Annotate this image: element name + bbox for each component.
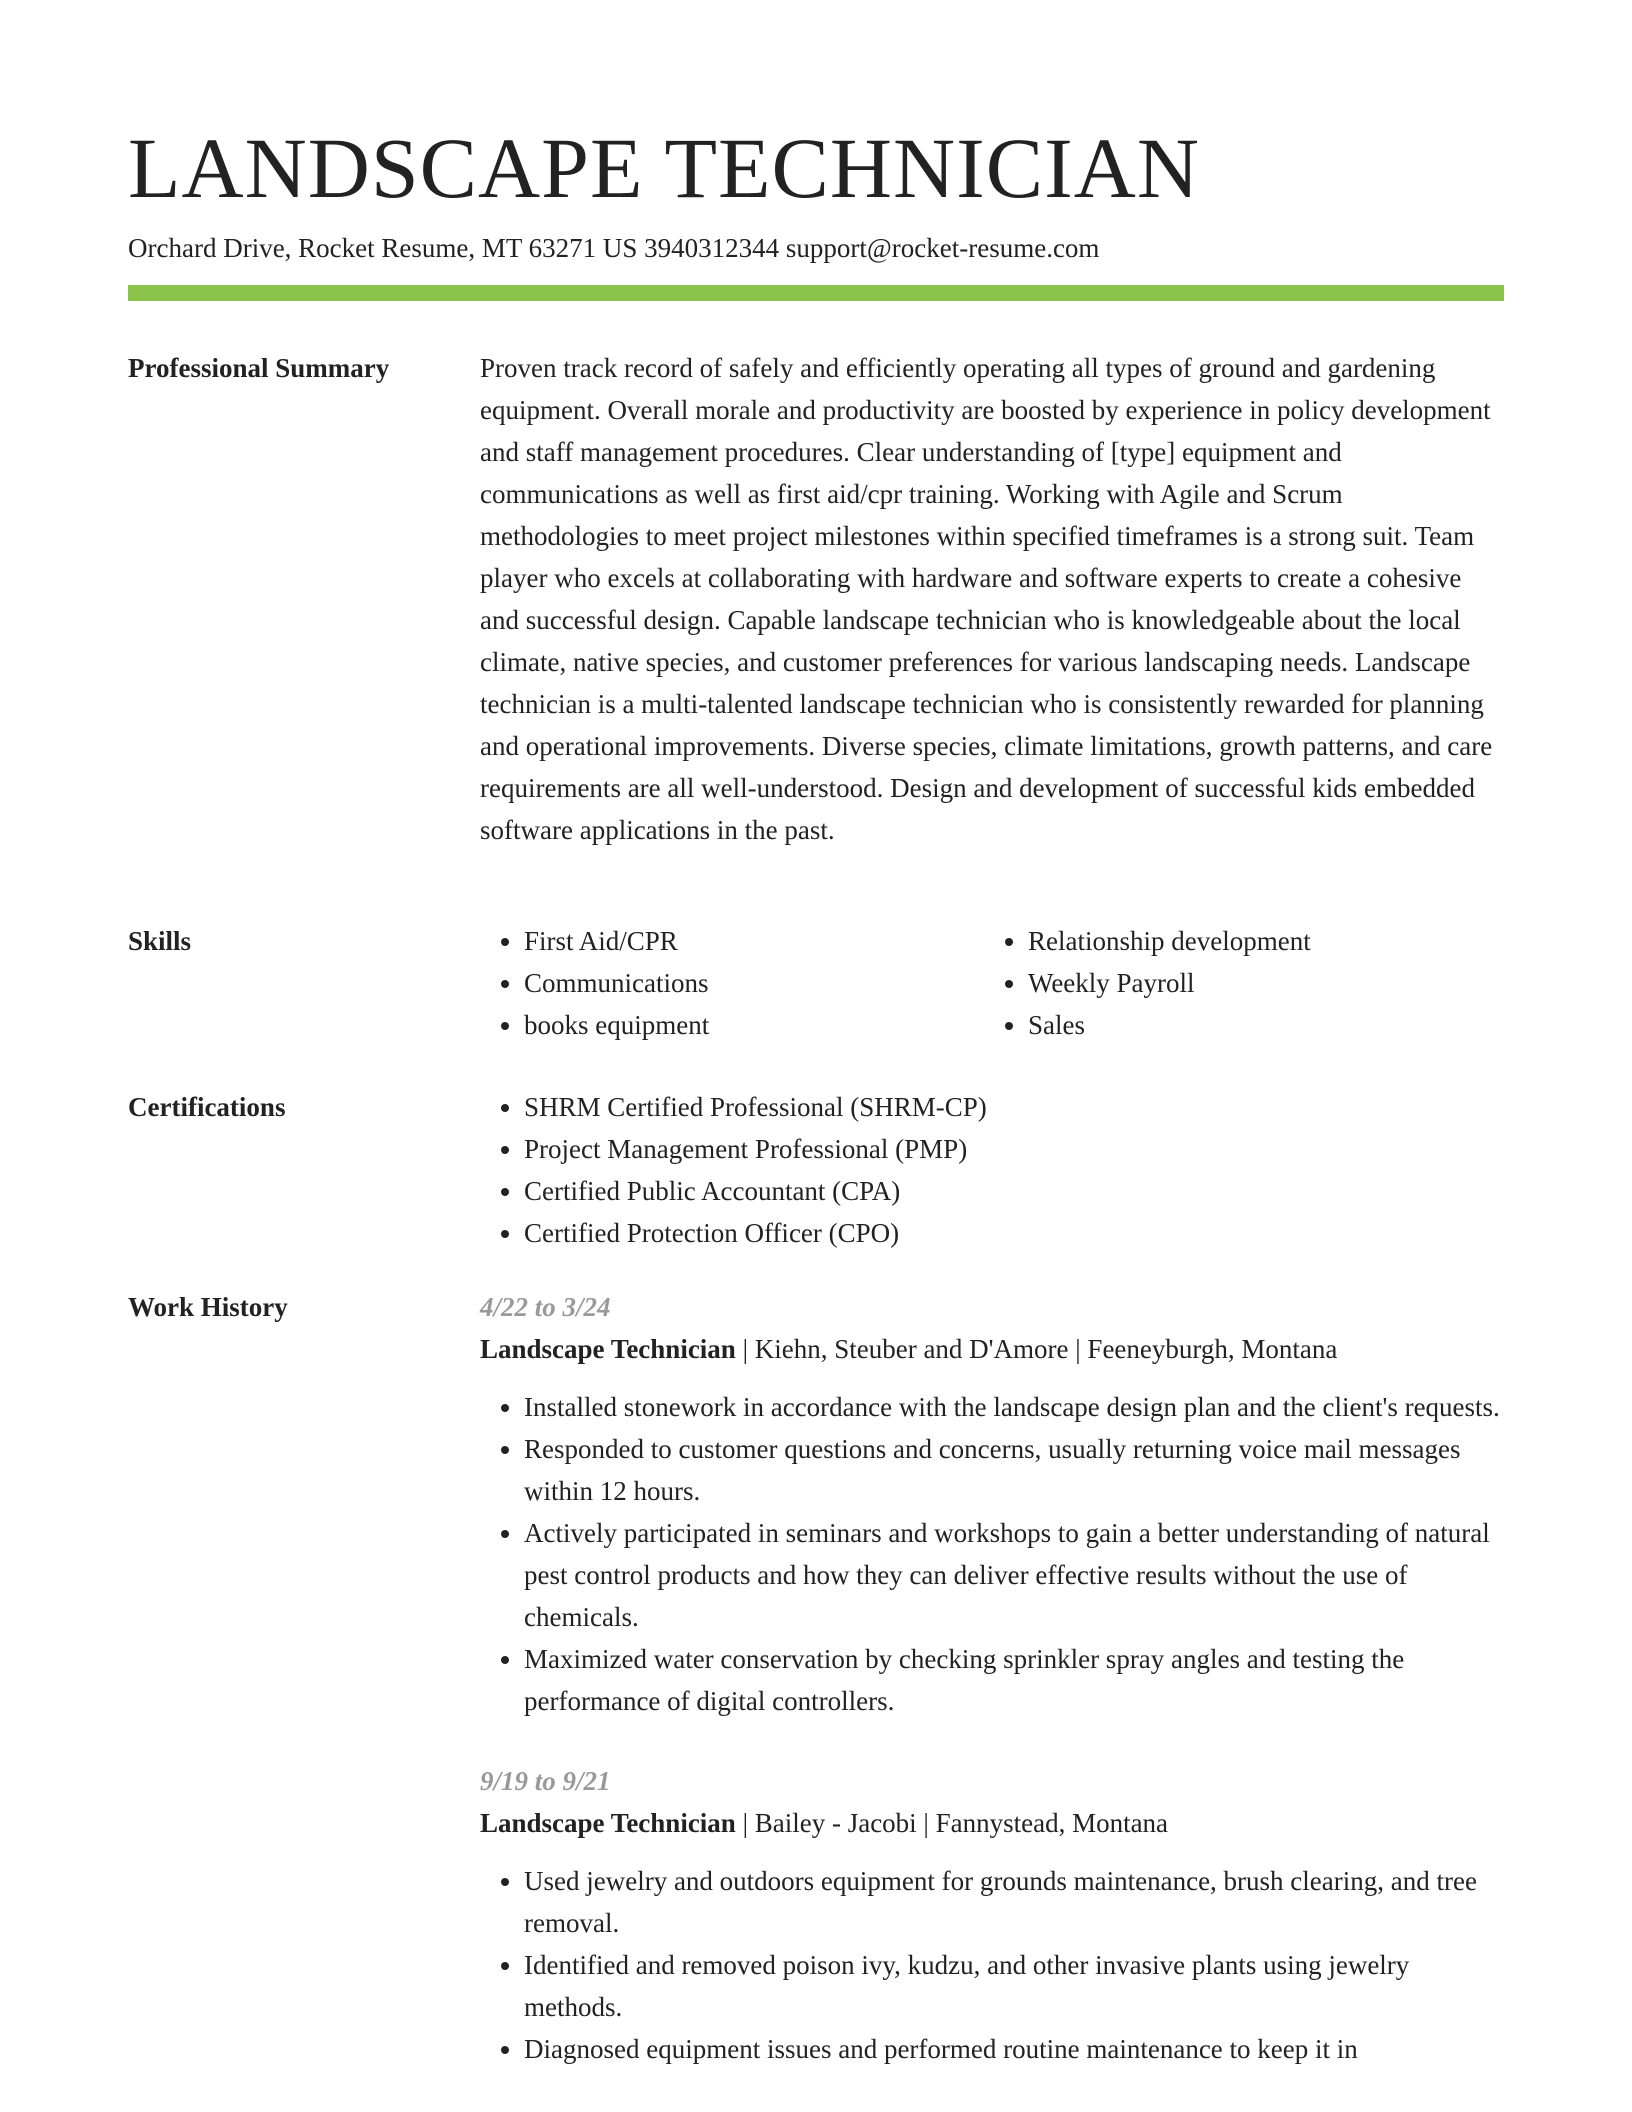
summary-body <box>480 347 1504 851</box>
job-bullet: • Diagnosed equipment issues and performed routine maintenance to keep it in <box>524 2028 1504 2070</box>
certification-item: • Certified Public Accountant (CPA) <box>524 1170 1504 1212</box>
job-bullet: • Maximized water conservation by checking sprinkler spray angles and testing the performance of digital controllers. <box>524 1638 1504 1722</box>
job-details: | Kiehn, Steuber and D'Amore | Feeneyburgh, Montana <box>735 1334 1338 1364</box>
work-history-label: Work History <box>128 1292 288 1322</box>
job-title: Landscape Technician <box>480 1334 736 1364</box>
skills-label: Skills <box>128 926 192 956</box>
skill-item: • Communications <box>524 962 984 1004</box>
job-bullet: • Used jewelry and outdoors equipment for grounds maintenance, brush clearing, and tree removal. <box>524 1860 1504 1944</box>
job-details: | Bailey - Jacobi | Fannystead, Montana <box>735 1808 1169 1838</box>
job-bullet: • Actively participated in seminars and workshops to gain a better understanding of natural pest control products and how they can deliver effective results without the use of chemicals. <box>524 1512 1504 1638</box>
job-entry <box>480 1760 1504 2070</box>
skills-column-right <box>984 920 1488 1046</box>
work-history-body <box>480 1286 1504 2108</box>
skill-item: • Relationship development <box>1028 920 1488 962</box>
contact-info: Orchard Drive, Rocket Resume, MT 63271 US 3940312344 support@rocket-resume.com <box>128 233 1100 263</box>
certification-item: • Project Management Professional (PMP) <box>524 1128 1504 1170</box>
job-heading <box>480 1328 1504 1370</box>
summary-text: Proven track record of safely and efficiently operating all types of ground and gardening equipment. Overall morale and productivity are boosted by experience in policy development and staff management procedures. Clear understanding of [type] equipment and communications as well as first aid/cpr training. Working with Agile and Scrum methodologies to meet project milestones within specified timeframes is a strong suit. Team player who excels at collaborating with hardware and software experts to create a cohesive and successful design. Capable landscape technician who is knowledgeable about the local climate, native species, and customer preferences for various landscaping needs. Landscape technician is a multi-talented landscape technician who is consistently rewarded for planning and operational improvements. Diverse species, climate limitations, growth patterns, and care requirements are all well-understood. Design and development of successful kids embedded software applications in the past. <box>480 353 1493 845</box>
job-bullet: • Identified and removed poison ivy, kudzu, and other invasive plants using jewelry methods. <box>524 1944 1504 2028</box>
header-divider <box>128 285 1504 301</box>
skill-item: • Sales <box>1028 1004 1488 1046</box>
certifications-body <box>480 1086 1504 1254</box>
skill-item: • Weekly Payroll <box>1028 962 1488 1004</box>
job-dates: 9/19 to 9/21 <box>480 1766 611 1796</box>
skill-item: • books equipment <box>524 1004 984 1046</box>
job-dates: 4/22 to 3/24 <box>480 1292 611 1322</box>
certification-item: • Certified Protection Officer (CPO) <box>524 1212 1504 1254</box>
page-title: LANDSCAPE TECHNICIAN <box>128 120 1200 216</box>
job-heading <box>480 1802 1504 1844</box>
job-bullet: • Installed stonework in accordance with the landscape design plan and the client's requests. <box>524 1386 1504 1428</box>
job-title: Landscape Technician <box>480 1808 736 1838</box>
summary-label: Professional Summary <box>128 353 390 383</box>
skills-body <box>480 920 1504 1046</box>
certifications-label: Certifications <box>128 1092 286 1122</box>
job-entry <box>480 1286 1504 1722</box>
skills-grid <box>480 920 1504 1046</box>
certification-item: • SHRM Certified Professional (SHRM-CP) <box>524 1086 1504 1128</box>
skills-column-left <box>480 920 984 1046</box>
job-bullet: • Responded to customer questions and concerns, usually returning voice mail messages within 12 hours. <box>524 1428 1504 1512</box>
skill-item: • First Aid/CPR <box>524 920 984 962</box>
